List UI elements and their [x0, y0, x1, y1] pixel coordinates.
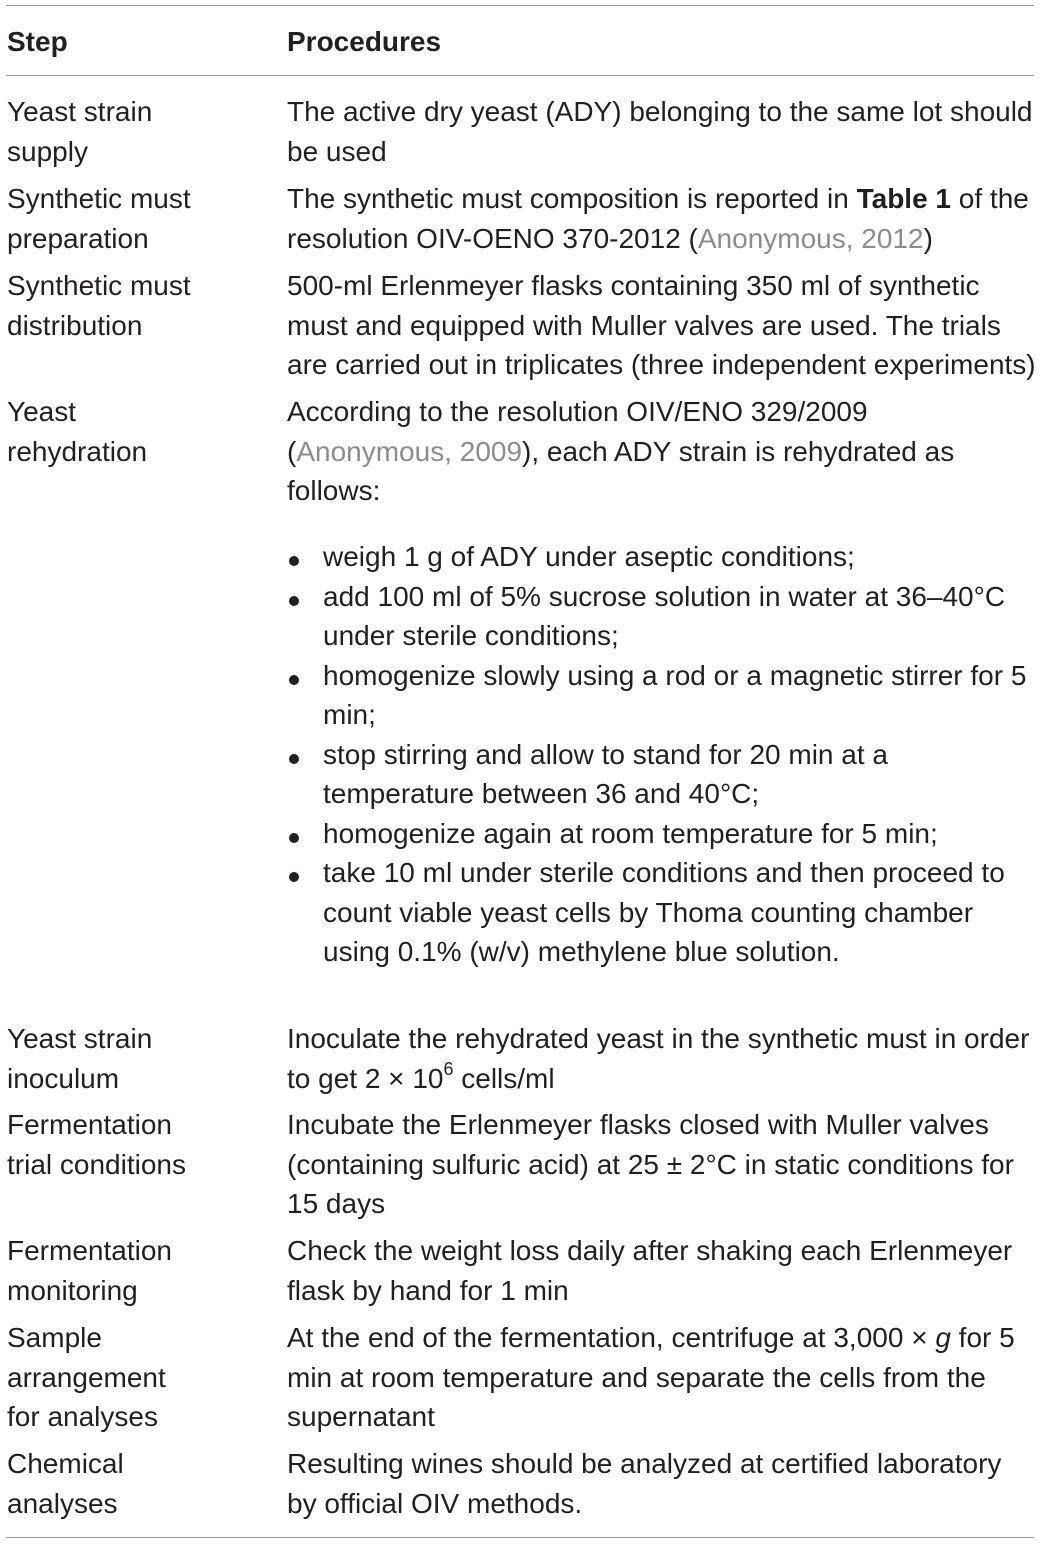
citation-link[interactable]: Anonymous, 2012: [697, 222, 924, 254]
list-item: homogenize again at room temperature for 5 min;: [287, 814, 1037, 854]
step-yeast-strain-supply: Yeast strain supply: [7, 96, 153, 167]
proc-yeast-strain-supply: The active dry yeast (ADY) belonging to the same lot should be used: [287, 96, 1033, 167]
rehydration-steps-list: [287, 537, 1037, 972]
list-item: weigh 1 g of ADY under aseptic conditions;: [287, 537, 1037, 577]
proc-chemical-analyses: Resulting wines should be analyzed at certified laboratory by official OIV methods.: [287, 1448, 1002, 1519]
step-fermentation-monitoring: Fermentation monitoring: [7, 1235, 172, 1306]
list-item: take 10 ml under sterile conditions and then proceed to count viable yeast cells by Thoma counting chamber using 0.1% (w/v) methylene blue solution.: [287, 853, 1037, 972]
step-chemical-analyses: Chemical analyses: [7, 1448, 124, 1519]
step-synthetic-must-distribution: Synthetic must distribution: [7, 270, 191, 341]
list-item: stop stirring and allow to stand for 20 min at a temperature between 36 and 40°C;: [287, 735, 1037, 814]
table-bottom-rule: [6, 1537, 1034, 1538]
proc-yeast-rehydration: According to the resolution OIV/ENO 329/2009 (Anonymous, 2009), each ADY strain is rehydrated as follows:: [287, 396, 955, 506]
proc-synthetic-must-distribution: 500-ml Erlenmeyer flasks containing 350 ml of synthetic must and equipped with Muller valves are used. The trials are carried out in triplicates (three independent experiments): [287, 270, 1036, 380]
proc-fermentation-trial-conditions: Incubate the Erlenmeyer flasks closed with Muller valves (containing sulfuric acid) at 25 ± 2°C in static conditions for 15 days: [287, 1109, 1014, 1219]
header-rule: [6, 75, 1034, 76]
step-fermentation-trial-conditions: Fermentation trial conditions: [7, 1109, 186, 1180]
proc-sample-arrangement: At the end of the fermentation, centrifuge at 3,000 × g for 5 min at room temperature and separate the cells from the supernatant: [287, 1322, 1015, 1432]
header-procedures: Procedures: [287, 26, 442, 57]
step-synthetic-must-preparation: Synthetic must preparation: [7, 183, 191, 254]
proc-yeast-strain-inoculum: Inoculate the rehydrated yeast in the synthetic must in order to get $2 \times 10^6$ cells/ml: [287, 1023, 1030, 1094]
step-sample-arrangement: Sample arrangement for analyses: [7, 1322, 166, 1432]
step-yeast-rehydration: Yeast rehydration: [7, 396, 148, 467]
proc-fermentation-monitoring: Check the weight loss daily after shaking each Erlenmeyer flask by hand for 1 min: [287, 1235, 1013, 1306]
table-reference: Table 1: [856, 183, 951, 214]
list-item: add 100 ml of 5% sucrose solution in water at 36–40°C under sterile conditions;: [287, 577, 1037, 656]
header-step: Step: [7, 26, 68, 57]
table-top-rule: [6, 5, 1034, 6]
proc-synthetic-must-preparation: The synthetic must composition is reported in Table 1 of the resolution OIV-OENO 370-2012 (Anonymous, 2012): [287, 183, 1029, 254]
step-yeast-strain-inoculum: Yeast strain inoculum: [7, 1023, 153, 1094]
citation-link[interactable]: Anonymous, 2009: [296, 435, 523, 467]
list-item: homogenize slowly using a rod or a magnetic stirrer for 5 min;: [287, 656, 1037, 735]
